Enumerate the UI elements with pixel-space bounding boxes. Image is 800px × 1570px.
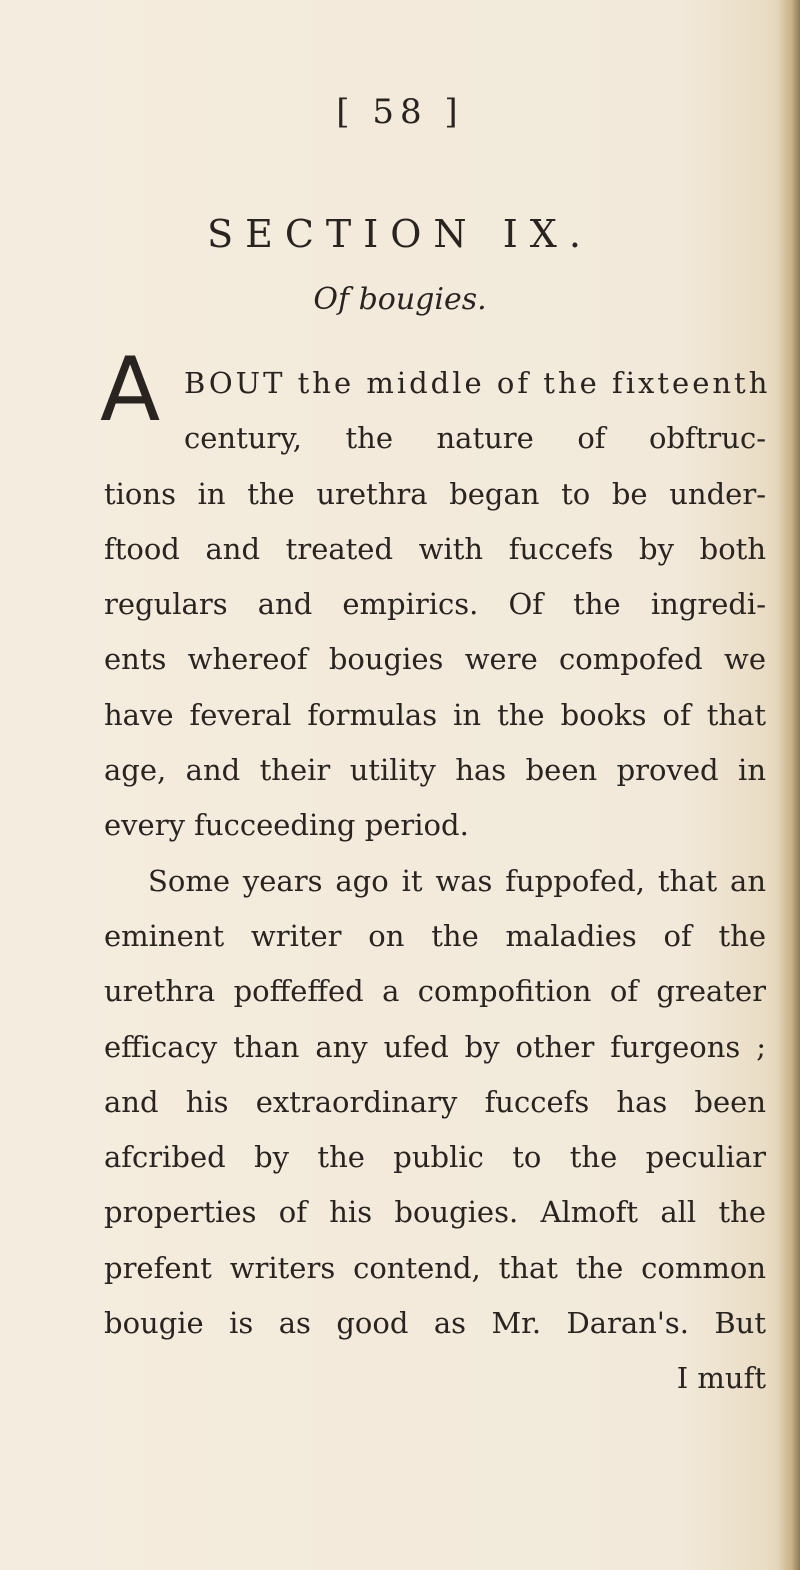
page-number: [ 58 ] (336, 92, 464, 132)
text-line: eminent writer on the maladies of the (104, 918, 766, 953)
text-line: afcribed by the public to the peculiar (104, 1140, 766, 1175)
section-heading: SECTION IX. (207, 212, 593, 256)
text-line: Some years ago it was fuppofed, that an (148, 863, 766, 898)
text-line: ents whereof bougies were compofed we (104, 642, 766, 677)
text-line: every fucceeding period. (104, 808, 469, 843)
text-line: urethra poffeffed a compofition of greater (104, 974, 766, 1009)
text-line: century, the nature of obftruc- (184, 421, 766, 456)
catchword: I muft (676, 1361, 766, 1396)
text-line: have feveral formulas in the books of that (104, 697, 766, 732)
body-text (104, 356, 771, 1407)
text-line: tions in the urethra began to be under- (104, 476, 766, 511)
text-line: bougie is as good as Mr. Daran's. But (104, 1306, 766, 1341)
text-line: BOUT the middle of the fixteenth (184, 366, 771, 400)
text-line: ftood and treated with fuccefs by both (104, 531, 766, 566)
text-line: efficacy than any ufed by other furgeons ; (104, 1029, 766, 1064)
text-line: age, and their utility has been proved in (104, 753, 766, 788)
text-line: prefent writers contend, that the common (104, 1250, 766, 1285)
section-subtitle: Of bougies. (313, 282, 487, 317)
text-line: properties of his bougies. Almoft all the (104, 1195, 766, 1230)
text-line: regulars and empirics. Of the ingredi- (104, 587, 766, 622)
drop-cap: A (100, 338, 161, 441)
text-line: and his extraordinary fuccefs has been (104, 1084, 766, 1119)
